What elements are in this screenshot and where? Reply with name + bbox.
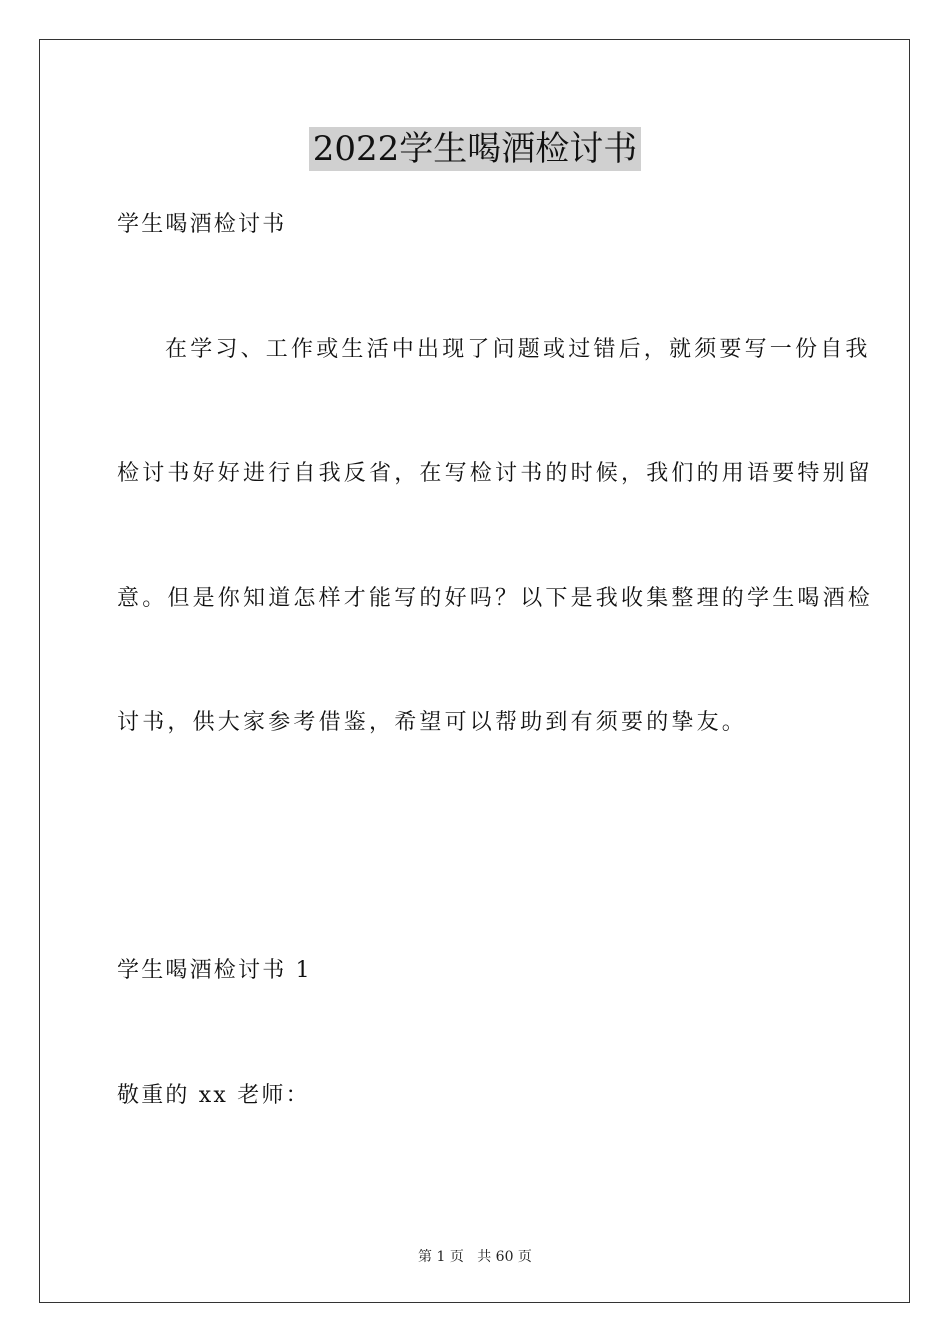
intro-line-3: 意。但是你知道怎样才能写的好吗？以下是我收集整理的学生喝酒检 [117,586,874,611]
intro-line-2: 检讨书好好进行自我反省，在写检讨书的时候，我们的用语要特别留 [117,461,874,486]
intro-line-4: 讨书，供大家参考借鉴，希望可以帮助到有须要的挚友。 [117,710,748,735]
total-pages: 共 60 页 [477,1249,532,1265]
section-heading: 学生喝酒检讨书 1 [117,958,312,983]
document-subtitle: 学生喝酒检讨书 [117,212,287,237]
page-number: 第 1 页 [418,1249,464,1265]
document-title-container [0,127,950,171]
page-footer [0,1247,950,1267]
salutation: 敬重的 xx 老师： [117,1083,310,1108]
document-title: 2022学生喝酒检讨书 [309,127,642,171]
intro-line-1: 在学习、工作或生活中出现了问题或过错后，就须要写一份自我 [165,337,871,362]
